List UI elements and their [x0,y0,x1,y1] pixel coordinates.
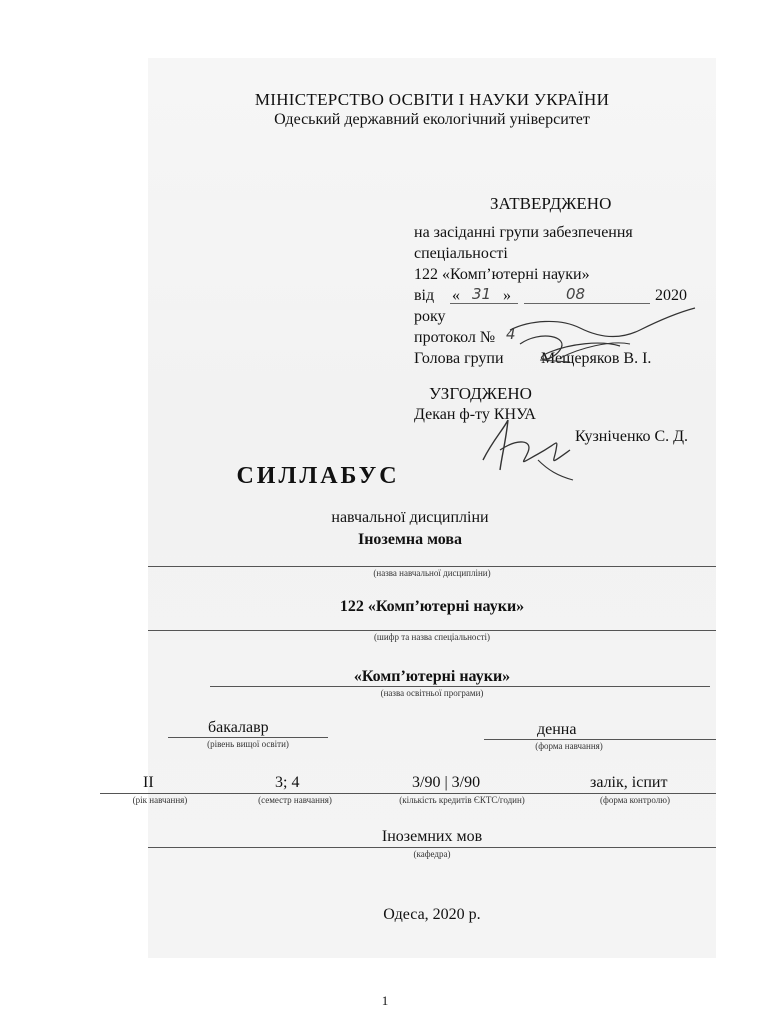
approval-heading: ЗАТВЕРДЖЕНО [490,194,612,213]
approval-date-prefix: від [414,287,435,304]
specialty-name: 122 «Комп’ютерні науки» [339,598,525,615]
control-caption: (форма контролю) [600,795,670,805]
discipline-underline [148,566,716,567]
approval-line-2: спеціальності [414,245,508,262]
discipline-name: Іноземна мова [357,531,463,548]
details-underline [100,793,716,794]
dean-signature [478,410,588,490]
level-underline [168,737,328,738]
form-caption: (форма навчання) [535,741,603,751]
form-underline [484,739,716,740]
program-caption: (назва освітньої програми) [380,688,484,698]
dean-label: Декан ф-ту КНУА [414,406,536,423]
syllabus-title: СИЛЛАБУС [236,463,400,489]
department-underline [148,847,716,848]
department-caption: (кафедра) [413,849,451,859]
credits-caption: (кількість кредитів ЄКТС/годин) [399,795,525,805]
agreed-heading: УЗГОДЖЕНО [429,384,532,403]
city-year: Одеса, 2020 р. [383,906,481,923]
head-signature [500,300,700,370]
discipline-caption: (назва навчальної дисципліни) [373,568,491,578]
program-underline [210,686,710,687]
protocol-number: 4 [506,325,516,343]
dean-name: Кузніченко С. Д. [575,428,689,445]
education-level: бакалавр [208,719,269,736]
head-label: Голова групи [414,350,504,367]
credits: 3/90 | 3/90 [412,774,481,791]
approval-line-1: на засіданні групи забезпечення [414,224,633,241]
university-name: Одеський державний екологічний університет [274,111,590,128]
level-caption: (рівень вищої освіти) [207,739,289,749]
approval-line-3: 122 «Комп’ютерні науки» [414,266,590,283]
approval-year-word: року [414,308,446,325]
approval-year: 2020 [655,287,687,304]
approval-day-open: « [452,287,460,304]
approval-day-close: » [503,287,511,304]
specialty-caption: (шифр та назва спеціальності) [373,632,491,642]
department-name: Іноземних мов [381,828,483,845]
control-form: залік, іспит [590,774,668,791]
study-form: денна [537,721,577,738]
semester: 3; 4 [275,774,300,791]
semester-caption: (семестр навчання) [258,795,332,805]
head-name: Мещеряков В. І. [541,350,652,367]
protocol-label: протокол № [414,329,496,346]
scanned-page-background [148,58,716,958]
study-year-caption: (рік навчання) [132,795,188,805]
study-year: II [143,774,154,791]
approval-month: 08 [566,285,586,303]
page-number: 1 [381,993,389,1008]
specialty-underline [148,630,716,631]
program-name: «Комп’ютерні науки» [353,668,511,685]
ministry-title: МІНІСТЕРСТВО ОСВІТИ І НАУКИ УКРАЇНИ [254,90,610,109]
approval-day: 31 [472,285,492,303]
syllabus-subtitle: навчальної дисципліни [331,509,489,526]
